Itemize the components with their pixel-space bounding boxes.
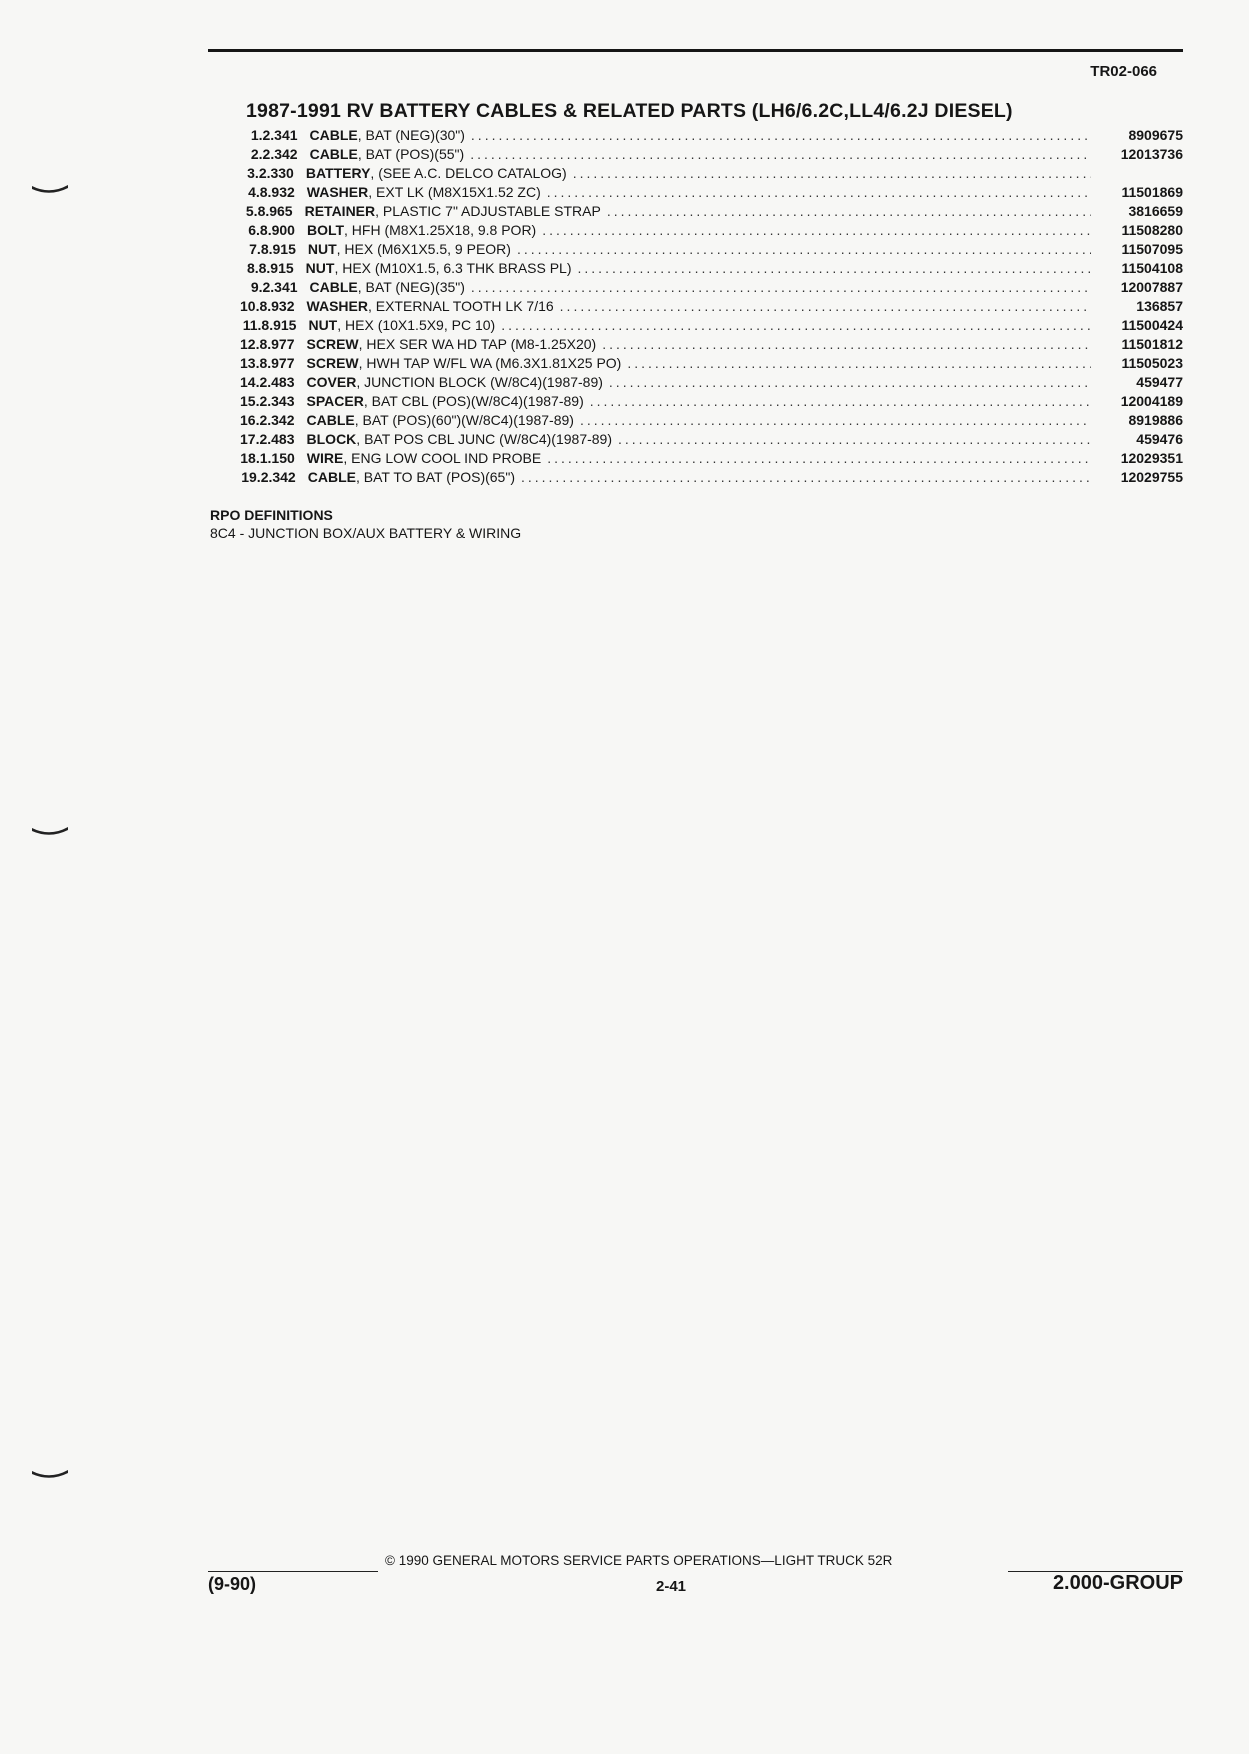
part-description: , JUNCTION BLOCK (W/8C4)(1987-89) — [356, 374, 603, 390]
dot-leader — [607, 202, 1091, 221]
item-number: 1. — [250, 127, 263, 143]
part-number: 12007887 — [1120, 279, 1183, 295]
part-name: NUT — [307, 241, 337, 257]
part-number: 11501812 — [1121, 336, 1183, 352]
item-number: 11. — [242, 317, 262, 333]
group-number: 2.342 — [262, 146, 298, 162]
part-description: , EXT LK (M8X15X1.52 ZC) — [368, 184, 541, 200]
item-number: 10. — [240, 298, 260, 314]
part-description: , (SEE A.C. DELCO CATALOG) — [370, 165, 567, 181]
part-name: CABLE — [307, 469, 356, 485]
part-row — [240, 145, 1183, 164]
group-number: 8.977 — [259, 355, 295, 371]
dot-leader — [602, 335, 1091, 354]
part-description: , BAT TO BAT (POS)(65") — [355, 469, 515, 485]
part-number: 11508280 — [1121, 222, 1183, 238]
part-description: , HEX SER WA HD TAP (M8-1.25X20) — [358, 336, 597, 352]
group-number: 8.915 — [258, 260, 294, 276]
group-number: 8.900 — [259, 222, 295, 238]
binder-punch-mark — [30, 825, 70, 835]
item-number: 14. — [240, 374, 260, 390]
item-number: 19. — [241, 469, 261, 485]
dot-leader — [560, 297, 1091, 316]
item-number: 7. — [249, 241, 261, 257]
part-name: CABLE — [306, 412, 355, 428]
part-description: , HEX (M10X1.5, 6.3 THK BRASS PL) — [334, 260, 572, 276]
dot-leader — [517, 240, 1091, 259]
copyright-line: © 1990 GENERAL MOTORS SERVICE PARTS OPERATIONS—LIGHT TRUCK 52R — [385, 1553, 893, 1568]
part-number: 12029351 — [1120, 450, 1183, 466]
part-name: COVER — [306, 374, 357, 390]
dot-leader — [470, 145, 1091, 164]
item-number: 18. — [240, 450, 260, 466]
part-row — [240, 221, 1183, 240]
group-number: 2.330 — [258, 165, 294, 181]
item-number: 9. — [250, 279, 263, 295]
part-name: CABLE — [309, 127, 358, 143]
dot-leader — [547, 449, 1091, 468]
dot-leader — [573, 164, 1091, 183]
part-name: BLOCK — [306, 431, 357, 447]
dot-leader — [471, 278, 1091, 297]
dot-leader — [618, 430, 1091, 449]
dot-leader — [609, 373, 1091, 392]
part-name: SPACER — [306, 393, 364, 409]
item-number: 12. — [240, 336, 260, 352]
item-number: 4. — [248, 184, 260, 200]
item-number: 2. — [250, 146, 263, 162]
group-number: 8.915 — [261, 317, 297, 333]
group-number: 2.342 — [260, 469, 296, 485]
dot-leader — [627, 354, 1091, 373]
part-number: 3816659 — [1128, 203, 1183, 219]
part-name: WASHER — [306, 298, 368, 314]
top-rule — [208, 49, 1183, 52]
part-description: , HFH (M8X1.25X18, 9.8 POR) — [344, 222, 537, 238]
part-name: WASHER — [306, 184, 369, 200]
item-number: 3. — [247, 165, 259, 181]
item-number: 15. — [240, 393, 260, 409]
part-row — [240, 126, 1183, 145]
part-description: , BAT (NEG)(30") — [357, 127, 465, 143]
page-number: 2-41 — [656, 1578, 687, 1595]
dot-leader — [580, 411, 1091, 430]
group-number: 1.150 — [259, 450, 295, 466]
group-number: 8.977 — [259, 336, 295, 352]
part-row — [240, 430, 1183, 449]
dot-leader — [547, 183, 1091, 202]
part-number: 11504108 — [1121, 260, 1183, 276]
part-row — [240, 297, 1183, 316]
part-row — [240, 259, 1183, 278]
group-number: 8.965 — [257, 203, 293, 219]
part-description: , BAT POS CBL JUNC (W/8C4)(1987-89) — [356, 431, 612, 447]
item-number: 16. — [240, 412, 260, 428]
part-row — [240, 354, 1183, 373]
part-number: 12004189 — [1120, 393, 1183, 409]
part-name: RETAINER — [304, 203, 376, 219]
part-number: 459477 — [1136, 374, 1183, 390]
part-description: , HWH TAP W/FL WA (M6.3X1.81X25 PO) — [358, 355, 622, 371]
part-description: , BAT (POS)(60")(W/8C4)(1987-89) — [354, 412, 574, 428]
part-description: , HEX (M6X1X5.5, 9 PEOR) — [336, 241, 511, 257]
part-row — [240, 411, 1183, 430]
group-number: 2.483 — [259, 431, 295, 447]
part-number: 8919886 — [1128, 412, 1183, 428]
item-number: 6. — [248, 222, 260, 238]
part-name: CABLE — [309, 279, 358, 295]
part-name: NUT — [308, 317, 338, 333]
part-description: , ENG LOW COOL IND PROBE — [343, 450, 542, 466]
part-name: CABLE — [309, 146, 358, 162]
part-row — [240, 392, 1183, 411]
date-code: (9-90) — [208, 1574, 257, 1594]
part-number: 459476 — [1136, 431, 1183, 447]
part-row — [240, 373, 1183, 392]
part-number: 11500424 — [1121, 317, 1183, 333]
part-name: BOLT — [306, 222, 345, 238]
item-number: 5. — [245, 203, 258, 219]
part-number: 12013736 — [1120, 146, 1183, 162]
group-number: 2.341 — [262, 127, 298, 143]
rpo-definition: 8C4 - JUNCTION BOX/AUX BATTERY & WIRING — [210, 525, 522, 541]
dot-leader — [542, 221, 1091, 240]
part-name: SCREW — [306, 355, 359, 371]
dot-leader — [590, 392, 1091, 411]
part-number: 8909675 — [1128, 127, 1183, 143]
part-name: SCREW — [306, 336, 359, 352]
part-description: , HEX (10X1.5X9, PC 10) — [337, 317, 496, 333]
part-number: 136857 — [1136, 298, 1183, 314]
group-number: 8.932 — [259, 298, 295, 314]
part-row — [240, 164, 1183, 183]
part-number: 11501869 — [1121, 184, 1183, 200]
page-title: 1987-1991 RV BATTERY CABLES & RELATED PARTS (LH6/6.2C,LL4/6.2J DIESEL) — [246, 100, 1013, 122]
dot-leader — [578, 259, 1091, 278]
dot-leader — [471, 126, 1091, 145]
group-number: 2.341 — [262, 279, 298, 295]
dot-leader — [521, 468, 1091, 487]
part-row — [240, 468, 1183, 487]
part-number: 11507095 — [1121, 241, 1183, 257]
part-row — [240, 316, 1183, 335]
part-description: , EXTERNAL TOOTH LK 7/16 — [367, 298, 554, 314]
part-description: , BAT CBL (POS)(W/8C4)(1987-89) — [363, 393, 584, 409]
part-description: , BAT (NEG)(35") — [357, 279, 465, 295]
part-description: , PLASTIC 7" ADJUSTABLE STRAP — [375, 203, 601, 219]
part-row — [240, 183, 1183, 202]
group-number: 8.915 — [260, 241, 296, 257]
group-number: 2.343 — [259, 393, 295, 409]
part-number: 12029755 — [1120, 469, 1183, 485]
part-row — [240, 278, 1183, 297]
rpo-heading: RPO DEFINITIONS — [210, 507, 333, 523]
binder-punch-mark — [30, 183, 70, 193]
part-row — [240, 240, 1183, 259]
part-name: BATTERY — [305, 165, 371, 181]
reference-code: TR02-066 — [1090, 63, 1157, 80]
group-number: 8.932 — [259, 184, 295, 200]
part-row — [240, 335, 1183, 354]
item-number: 13. — [240, 355, 260, 371]
part-description: , BAT (POS)(55") — [357, 146, 465, 162]
parts-list — [240, 126, 1183, 487]
item-number: 17. — [240, 431, 260, 447]
part-number: 11505023 — [1121, 355, 1183, 371]
group-code: 2.000-GROUP — [1052, 1572, 1183, 1594]
item-number: 8. — [246, 260, 259, 276]
dot-leader — [501, 316, 1091, 335]
part-row — [240, 202, 1183, 221]
part-name: WIRE — [306, 450, 344, 466]
part-row — [240, 449, 1183, 468]
binder-punch-mark — [30, 1468, 70, 1478]
group-number: 2.483 — [259, 374, 295, 390]
group-number: 2.342 — [259, 412, 295, 428]
footer-rule-left — [208, 1571, 378, 1572]
part-name: NUT — [305, 260, 335, 276]
